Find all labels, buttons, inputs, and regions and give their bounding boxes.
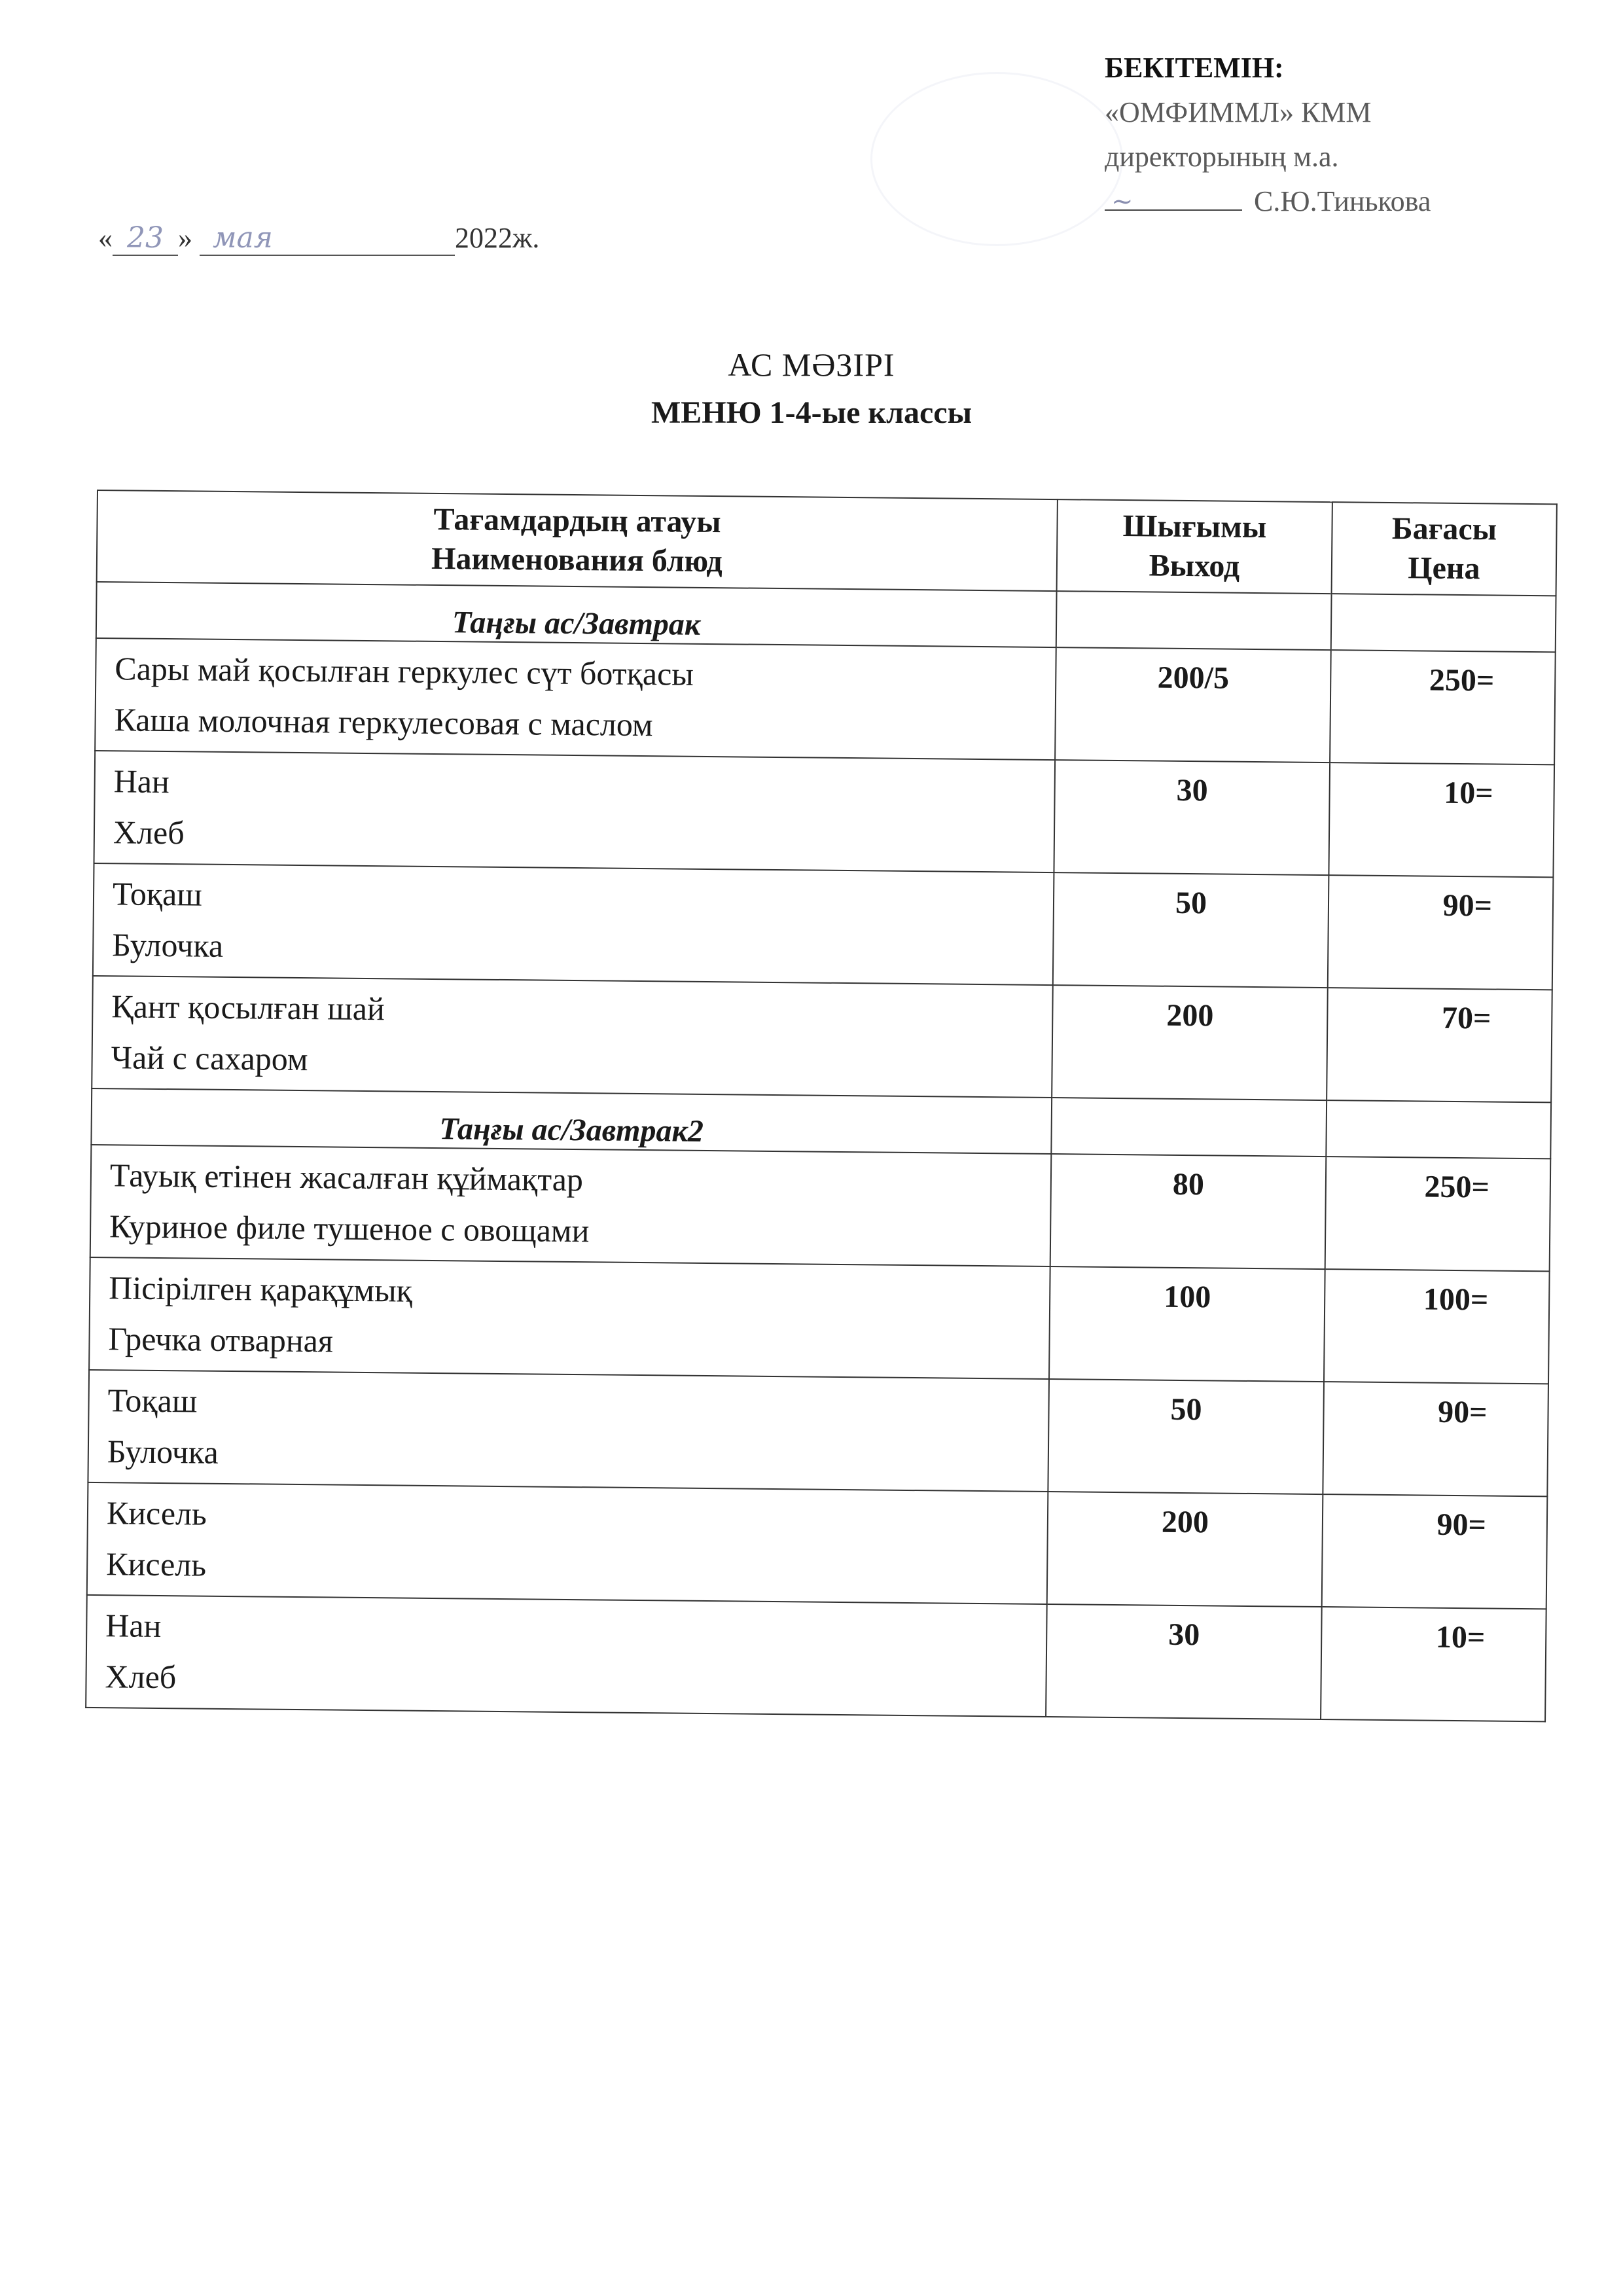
dish-cell (95, 638, 1056, 760)
header-price (1332, 502, 1557, 596)
price-cell: 10= (1321, 1607, 1546, 1721)
faded-stamp (870, 72, 1123, 246)
date-month: мая (200, 221, 455, 256)
table-row (86, 1595, 1546, 1721)
table-row (95, 638, 1556, 764)
dish-name-kz: Тоқаш (107, 1382, 198, 1420)
menu-table (85, 490, 1558, 1722)
dish-name-kz: Кисель (106, 1494, 207, 1532)
price-cell: 250= (1325, 1157, 1551, 1271)
yield-cell: 30 (1046, 1604, 1322, 1719)
price-cell: 90= (1323, 1382, 1548, 1496)
section-title: Таңғы ас/Завтрак (96, 582, 1057, 647)
date-open-quote: « (98, 222, 113, 254)
dish-cell (86, 1595, 1047, 1717)
price-cell: 10= (1329, 762, 1554, 877)
dish-name-ru: Хлеб (105, 1658, 177, 1696)
section-price-cell (1326, 1100, 1551, 1158)
approval-organization: «ОМФИММЛ» КММ (1105, 96, 1372, 128)
dish-name-ru: Булочка (107, 1433, 219, 1471)
dish-name-ru: Куриное филе тушеное с овощами (109, 1208, 590, 1249)
dish-cell (92, 976, 1053, 1098)
table-row (92, 976, 1552, 1102)
title-ru: МЕНЮ 1-4-ые классы (651, 395, 972, 430)
approval-signature-row (1105, 179, 1524, 224)
table-row (89, 1257, 1550, 1384)
yield-cell: 50 (1053, 872, 1329, 988)
yield-cell: 50 (1048, 1379, 1324, 1494)
price-cell: 90= (1322, 1494, 1548, 1609)
approval-signatory: С.Ю.Тинькова (1254, 185, 1431, 217)
menu-body (86, 582, 1556, 1721)
dish-name-kz: Нан (113, 762, 170, 800)
dish-name-ru: Хлеб (113, 814, 185, 852)
dish-name-ru: Булочка (112, 926, 224, 964)
section-yield-cell (1051, 1098, 1327, 1157)
approval-position: директорының м.а. (1105, 141, 1339, 173)
dish-name-ru: Гречка отварная (108, 1320, 334, 1359)
signature-line (1105, 183, 1242, 217)
price-cell: 250= (1330, 650, 1556, 764)
dish-name-kz: Тоқаш (112, 875, 203, 913)
approval-date (98, 221, 539, 256)
table-row (87, 1482, 1548, 1609)
dish-cell (89, 1257, 1050, 1379)
dish-name-kz: Пісірілген қарақұмық (109, 1269, 413, 1309)
yield-cell: 30 (1054, 760, 1330, 875)
date-day: 23 (113, 221, 178, 256)
dish-name-kz: Сары май қосылған геркулес сүт ботқасы (115, 650, 694, 692)
menu-title (0, 340, 1623, 437)
table-row (93, 863, 1554, 990)
price-cell: 70= (1327, 988, 1552, 1102)
header-yield (1057, 499, 1332, 594)
dish-cell (87, 1482, 1048, 1604)
section-price-cell (1331, 594, 1556, 652)
yield-cell: 200 (1047, 1492, 1323, 1607)
yield-cell: 100 (1049, 1266, 1325, 1382)
dish-name-kz: Нан (105, 1607, 162, 1645)
approval-heading: БЕКІТЕМІН: (1105, 52, 1284, 84)
yield-cell: 200/5 (1055, 647, 1331, 762)
dish-name-ru: Каша молочная геркулесовая с маслом (114, 701, 653, 744)
signature-mark: ~ (1111, 187, 1133, 217)
yield-cell: 200 (1052, 985, 1328, 1100)
header-dish-name (97, 490, 1058, 591)
dish-cell (93, 863, 1054, 985)
table-row (88, 1370, 1548, 1496)
date-year: 2022ж. (455, 222, 540, 254)
dish-name-kz: Қант қосылған шай (111, 988, 385, 1028)
date-close-quote: » (178, 222, 192, 254)
header-price-kz: Бағасы (1391, 511, 1497, 547)
table-row (90, 1145, 1551, 1271)
dish-cell (90, 1145, 1052, 1266)
table-header-row (97, 490, 1557, 596)
header-name-ru: Наименования блюд (431, 541, 723, 579)
yield-cell: 80 (1050, 1154, 1327, 1269)
header-price-ru: Цена (1408, 550, 1480, 586)
price-cell: 90= (1328, 875, 1554, 990)
dish-name-kz: Тауық етінен жасалған құймақтар (109, 1157, 584, 1198)
header-yield-kz: Шығымы (1122, 509, 1267, 545)
title-kz: АС МӘЗІРІ (728, 346, 895, 383)
dish-name-ru: Чай с сахаром (111, 1039, 308, 1078)
approval-block (1105, 46, 1524, 224)
dish-name-ru: Кисель (105, 1545, 207, 1583)
price-cell: 100= (1324, 1269, 1550, 1384)
header-name-kz: Тағамдардың атауы (433, 501, 721, 540)
header-yield-ru: Выход (1149, 548, 1240, 584)
section-title: Таңғы ас/Завтрак2 (91, 1088, 1052, 1154)
table-row (94, 751, 1555, 877)
section-yield-cell (1056, 591, 1332, 650)
dish-cell (94, 751, 1056, 872)
dish-cell (88, 1370, 1049, 1492)
